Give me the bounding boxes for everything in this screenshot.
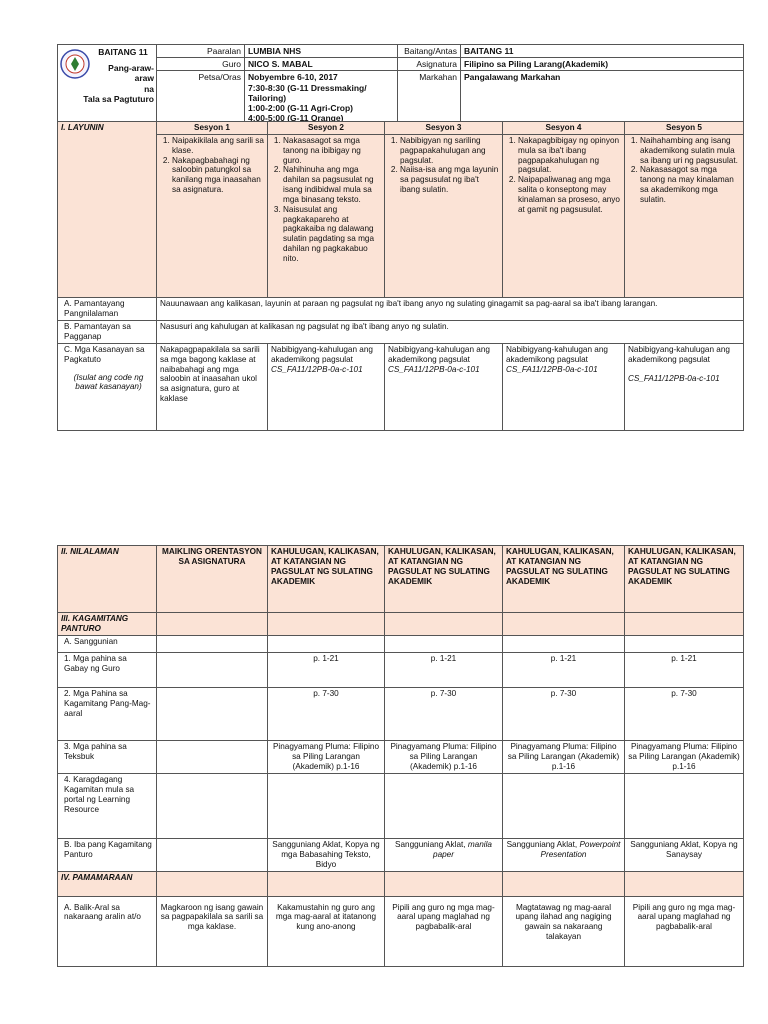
kasanayan-note: (Isulat ang code ng bawat kasanayan) <box>73 372 144 392</box>
iba-pang-kagamitan-label: B. Iba pang Kagamitang Panturo <box>58 839 157 872</box>
kasanayan-text: Nabibigyang-kahulugan ang akademikong pagsulat <box>271 344 373 364</box>
iba-pang-kagamitan-s5: Sangguniang Aklat, Kopya ng Sanaysay <box>625 839 744 872</box>
teksbuk-s3: Pinagyamang Pluma: Filipino sa Piling Larangan (Akademik) p.1-16 <box>385 741 503 774</box>
sanggunian-label: A. Sanggunian <box>58 636 157 653</box>
nilalaman-title: II. NILALAMAN <box>58 546 157 613</box>
s4-objectives <box>503 134 625 297</box>
kasanayan-label: C. Mga Kasanayan sa Pagkatuto <box>64 344 145 364</box>
session-header: Sesyon 1 <box>157 122 268 135</box>
teksbuk-s5: Pinagyamang Pluma: Filipino sa Piling Larangan (Akademik) p.1-16 <box>625 741 744 774</box>
competency-code: CS_FA11/12PB-0a-c-101 <box>628 373 720 383</box>
doc-type-line: na <box>144 83 154 94</box>
layunin-title: I. LAYUNIN <box>58 122 157 298</box>
objective-item: 2. Naiisa-isa ang mga layunin sa pagsusulat ng iba't ibang sulatin. <box>400 165 499 195</box>
date-value-cell <box>245 71 398 125</box>
doc-type-line: Pang-araw- <box>108 63 154 74</box>
doc-type-line: araw <box>134 73 154 84</box>
s3-objectives <box>385 134 503 297</box>
ref-text-italic: manila paper <box>433 840 492 859</box>
kagamitang-mag-aaral-s4: p. 7-30 <box>503 688 625 741</box>
quarter-value: Pangalawang Markahan <box>461 71 744 125</box>
schedule-line: Tailoring) <box>248 92 287 103</box>
teacher-value: NICO S. MABAL <box>245 58 398 71</box>
kasanayan-s4-cell <box>503 343 625 430</box>
kagamitang-mag-aaral-s3: p. 7-30 <box>385 688 503 741</box>
objective-item: 2. Naipapaliwanag ang mga salita o konseptong may kinalaman sa proseso, anyo at gamit ng pagsusulat. <box>518 175 621 214</box>
competency-code: CS_FA11/12PB-0a-c-101 <box>271 364 363 374</box>
ref-text: Sangguniang Aklat, <box>395 840 468 849</box>
level-value: BAITANG 11 <box>461 45 744 58</box>
objective-item: 2. Nakasasagot sa mga tanong na may kinalaman sa akademikong mga sulatin. <box>640 165 740 204</box>
kasanayan-label-cell <box>58 343 157 430</box>
objectives-table <box>57 121 744 431</box>
pamantayang-pangnilalaman-value: Nauunawaan ang kalikasan, layunin at paraan ng pagsulat ng iba't ibang anyo ng sulating ginagamit sa pag-aaral sa iba't ibang larangan. <box>157 297 744 320</box>
kagamitang-mag-aaral-label: 2. Mga Pahina sa Kagamitang Pang-Mag-aaral <box>58 688 157 741</box>
session-header: Sesyon 4 <box>503 122 625 135</box>
objective-item: 3. Naisusulat ang pagkakapareho at pagkakaiba ng dalawang sulatin pagdating sa mga dahilan ng pagkakabuo nito. <box>283 205 381 264</box>
kasanayan-text: Nabibigyang-kahulugan ang akademikong pagsulat <box>388 344 490 364</box>
kasanayan-s3-cell <box>385 343 503 430</box>
nilalaman-s3: KAHULUGAN, KALIKASAN, AT KATANGIAN NG PAGSULAT NG SULATING AKADEMIK <box>385 546 503 613</box>
s5-objectives <box>625 134 744 297</box>
pamamaraan-title: IV. PAMAMARAAN <box>58 871 157 896</box>
doc-type-line: Tala sa Pagtuturo <box>83 93 154 104</box>
kasanayan-s5-cell <box>625 343 744 430</box>
s2-objectives <box>268 134 385 297</box>
objective-item: 1. Naihahambing ang isang akademikong sulatin mula sa ibang uri ng pagsusulat. <box>640 136 740 166</box>
competency-code: CS_FA11/12PB-0a-c-101 <box>506 364 598 374</box>
gabay-guro-s5: p. 1-21 <box>625 653 744 688</box>
kagamitang-mag-aaral-s5: p. 7-30 <box>625 688 744 741</box>
objective-item: 1. Naipakikilala ang sarili sa klase. <box>172 136 264 156</box>
iba-pang-kagamitan-s4 <box>503 839 625 872</box>
session-header: Sesyon 2 <box>268 122 385 135</box>
pamantayan-pagganap-value: Nasusuri ang kahulugan at kalikasan ng pagsulat ng iba't ibang anyo ng sulatin. <box>157 320 744 343</box>
kasanayan-s1: Nakapagpapakilala sa sarili sa mga bagong kaklase at naibabahagi ang mga saloobin at inaasahan ukol sa asignatura, guro at kaklase <box>157 343 268 430</box>
nilalaman-s5: KAHULUGAN, KALIKASAN, AT KATANGIAN NG PAGSULAT NG SULATING AKADEMIK <box>625 546 744 613</box>
date-label: Petsa/Oras <box>157 71 245 125</box>
teksbuk-s2: Pinagyamang Pluma: Filipino sa Piling Larangan (Akademik) p.1-16 <box>268 741 385 774</box>
karagdagang-kagamitan-label: 4. Karagdagang Kagamitan mula sa portal ng Learning Resource <box>58 774 157 839</box>
s1-objectives <box>157 134 268 297</box>
content-table <box>57 545 744 967</box>
date-value: Nobyembre 6-10, 2017 <box>248 72 338 83</box>
teksbuk-s4: Pinagyamang Pluma: Filipino sa Piling Larangan (Akademik) p.1-16 <box>503 741 625 774</box>
ref-text: Sangguniang Aklat, <box>506 840 580 849</box>
dll-top-table <box>57 44 744 125</box>
kasanayan-text: Nabibigyang-kahulugan ang akademikong pagsulat <box>506 344 608 364</box>
nilalaman-s2: KAHULUGAN, KALIKASAN, AT KATANGIAN NG PAGSULAT NG SULATING AKADEMIK <box>268 546 385 613</box>
kagamitang-mag-aaral-s2: p. 7-30 <box>268 688 385 741</box>
balik-aral-label: A. Balik-Aral sa nakaraang aralin at/o <box>58 896 157 966</box>
objective-item: 1. Nakasasagot sa mga tanong na ibibigay ng guro. <box>283 136 381 166</box>
subject-value: Filipino sa Piling Larang(Akademik) <box>461 58 744 71</box>
schedule-line: 4:00-5:00 (G-11 Orange) <box>248 113 344 124</box>
teacher-label: Guro <box>157 58 245 71</box>
pamantayang-pangnilalaman-label: A. Pamantayang Pangnilalaman <box>58 297 157 320</box>
session-header: Sesyon 5 <box>625 122 744 135</box>
ref-text-italic: Powerpoint Presentation <box>540 840 621 859</box>
deped-seal-icon <box>60 49 90 79</box>
objective-item: 1. Nakapagbibigay ng opinyon mula sa iba't ibang pagpapakahulugan ng pagsulat. <box>518 136 621 175</box>
gabay-guro-label: 1. Mga pahina sa Gabay ng Guro <box>58 653 157 688</box>
level-label: Baitang/Antas <box>398 45 461 58</box>
objective-item: 2. Nakapagbabahagi ng saloobin patungkol sa kanilang mga inaasahan sa asignatura. <box>172 156 264 195</box>
balik-aral-s5: Pipili ang guro ng mga mag-aaral upang maglahad ng pagbabalik-aral <box>625 896 744 966</box>
schedule-line: 7:30-8:30 (G-11 Dressmaking/ <box>248 82 367 93</box>
kasanayan-text: Nabibigyang-kahulugan ang akademikong pagsulat <box>628 344 730 364</box>
balik-aral-s1: Magkaroon ng isang gawain sa pagpapakilala sa sarili sa mga kaklase. <box>157 896 268 966</box>
competency-code: CS_FA11/12PB-0a-c-101 <box>388 364 480 374</box>
gabay-guro-s3: p. 1-21 <box>385 653 503 688</box>
quarter-label: Markahan <box>398 71 461 125</box>
gabay-guro-s4: p. 1-21 <box>503 653 625 688</box>
objective-item: 2. Nahihinuha ang mga dahilan sa pagsusulat ng isang indibidwal mula sa mga binasang teksto. <box>283 165 381 204</box>
objective-item: 1. Nabibigyan ng sariling pagpapakahulugan ang pagsulat. <box>400 136 499 166</box>
balik-aral-s4: Magtatawag ng mag-aaral upang ilahad ang nagiging gawain sa nakaraang talakayan <box>503 896 625 966</box>
gabay-guro-s2: p. 1-21 <box>268 653 385 688</box>
nilalaman-s1: MAIKLING ORENTASYON SA ASIGNATURA <box>157 546 268 613</box>
subject-label: Asignatura <box>398 58 461 71</box>
school-value: LUMBIA NHS <box>245 45 398 58</box>
nilalaman-s4: KAHULUGAN, KALIKASAN, AT KATANGIAN NG PAGSULAT NG SULATING AKADEMIK <box>503 546 625 613</box>
school-label: Paaralan <box>157 45 245 58</box>
kagamitan-title: III. KAGAMITANG PANTURO <box>58 613 157 636</box>
iba-pang-kagamitan-s3 <box>385 839 503 872</box>
teksbuk-label: 3. Mga pahina sa Teksbuk <box>58 741 157 774</box>
iba-pang-kagamitan-s2: Sangguniang Aklat, Kopya ng mga Babasahing Teksto, Bidyo <box>268 839 385 872</box>
header-left-cell <box>58 45 157 125</box>
kasanayan-s2-cell <box>268 343 385 430</box>
grade-label: BAITANG 11 <box>98 47 148 57</box>
balik-aral-s2: Kakamustahin ng guro ang mga mag-aaral at itatanong kung ano-anong <box>268 896 385 966</box>
schedule-line: 1:00-2:00 (G-11 Agri-Crop) <box>248 102 354 113</box>
balik-aral-s3: Pipili ang guro ng mga mag-aaral upang maglahad ng pagbabalik-aral <box>385 896 503 966</box>
pamantayan-pagganap-label: B. Pamantayan sa Pagganap <box>58 320 157 343</box>
session-header: Sesyon 3 <box>385 122 503 135</box>
